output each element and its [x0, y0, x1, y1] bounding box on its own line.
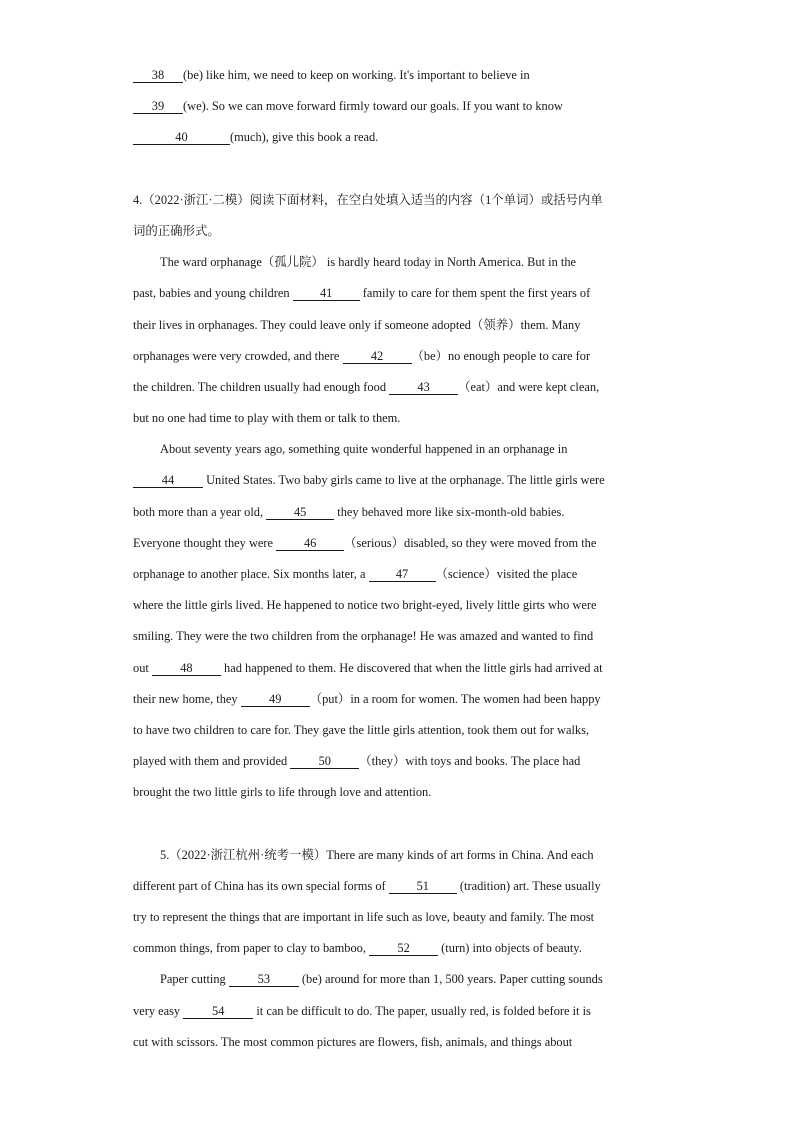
text-line	[133, 341, 661, 372]
text-segment: （science）visited the place	[435, 567, 578, 581]
text-line	[133, 310, 661, 341]
text-segment: their lives in orphanages. They could leave only if someone adopted（领养）them. Many	[133, 317, 581, 332]
text-segment: played with them and provided	[133, 754, 291, 769]
text-segment: （eat）and were kept clean,	[458, 379, 600, 394]
text-segment: Everyone thought they were	[133, 535, 277, 550]
text-segment: 5.（2022·浙江杭州·统考一模）There are many kinds of art forms in China. And each	[160, 847, 594, 862]
text-segment: brought the two little girls to life through love and attention.	[133, 785, 432, 800]
blank-54: 54	[183, 1005, 253, 1019]
text-line	[133, 247, 661, 278]
text-segment: Paper cutting	[160, 972, 229, 987]
text-line	[133, 122, 661, 153]
text-segment: had happened to them. He discovered that when the little girls had arrived at	[220, 660, 603, 675]
text-line	[133, 746, 661, 777]
blank-51: 51	[389, 880, 457, 894]
text-segment: try to represent the things that are important in life such as love, beauty and family. The most	[133, 910, 595, 925]
text-segment: out	[133, 660, 152, 675]
text-segment: their new home, they	[133, 691, 241, 706]
text-segment: cut with scissors. The most common pictures are flowers, fish, animals, and things about	[133, 1034, 573, 1049]
text-segment: The ward orphanage（孤儿院） is hardly heard today in North America. But in the	[160, 255, 577, 270]
blank-39: 39	[133, 100, 183, 114]
blank-41: 41	[293, 287, 360, 301]
text-segment: smiling. They were the two children from the orphanage! He was amazed and wanted to find	[133, 629, 594, 644]
text-line	[133, 871, 661, 902]
text-segment: both more than a year old,	[133, 504, 267, 519]
text-segment: past, babies and young children	[133, 286, 293, 301]
text-segment: （serious）disabled, so they were moved from the	[344, 535, 597, 550]
text-line	[133, 559, 661, 590]
text-segment: orphanages were very crowded, and there	[133, 348, 343, 363]
text-line	[133, 465, 661, 496]
blank-42: 42	[343, 350, 412, 364]
blank-38: 38	[133, 69, 183, 83]
paragraph-gap	[133, 154, 661, 185]
text-line	[133, 653, 661, 684]
text-line	[133, 434, 661, 465]
text-segment: 4.（2022·浙江·二模）阅读下面材料，在空白处填入适当的内容（1个单词）或括号内单	[133, 192, 603, 207]
blank-53: 53	[229, 973, 299, 987]
text-segment: orphanage to another place. Six months later, a	[133, 567, 369, 581]
blank-49: 49	[241, 693, 310, 707]
text-line	[133, 60, 661, 91]
blank-43: 43	[389, 381, 458, 395]
blank-44: 44	[133, 474, 203, 488]
text-line	[133, 684, 661, 715]
text-segment: About seventy years ago, something quite wonderful happened in an orphanage in	[160, 442, 568, 457]
text-line	[133, 933, 661, 964]
text-line	[133, 840, 661, 871]
blank-50: 50	[290, 755, 359, 769]
text-segment: it can be difficult to do. The paper, usually red, is folded before it is	[253, 1003, 591, 1018]
text-segment: the children. The children usually had enough food	[133, 379, 390, 394]
paragraph-gap	[133, 809, 661, 840]
text-segment: 词的正确形式。	[133, 223, 220, 238]
text-line	[133, 777, 661, 808]
text-segment: (much), give this book a read.	[230, 130, 379, 145]
text-line	[133, 497, 661, 528]
text-segment: (tradition) art. These usually	[456, 878, 601, 893]
text-segment: to have two children to care for. They gave the little girls attention, took them out for walks,	[133, 722, 590, 737]
text-segment: (be) around for more than 1, 500 years. Paper cutting sounds	[298, 972, 603, 987]
text-segment: family to care for them spent the first years of	[359, 286, 591, 301]
text-segment: （put）in a room for women. The women had been happy	[309, 691, 601, 706]
question-heading-line	[133, 216, 661, 247]
text-line	[133, 91, 661, 122]
text-segment: (be) like him, we need to keep on working. It's important to believe in	[183, 68, 530, 82]
blank-46: 46	[276, 537, 344, 551]
text-segment: different part of China has its own special forms of	[133, 878, 389, 893]
text-line	[133, 403, 661, 434]
text-segment: （be）no enough people to care for	[411, 348, 591, 363]
blank-47: 47	[369, 568, 436, 582]
text-segment: very easy	[133, 1003, 184, 1018]
text-segment: (turn) into objects of beauty.	[438, 941, 582, 956]
text-line	[133, 621, 661, 652]
text-line	[133, 715, 661, 746]
text-line	[133, 996, 661, 1027]
text-segment: they behaved more like six-month-old babies.	[334, 504, 565, 519]
document-page	[133, 60, 661, 1058]
blank-40: 40	[133, 131, 230, 145]
text-line	[133, 1027, 661, 1058]
text-segment: but no one had time to play with them or talk to them.	[133, 411, 401, 426]
text-segment: where the little girls lived. He happened to notice two bright-eyed, lively little girts who were	[133, 598, 597, 613]
text-segment: （they）with toys and books. The place had	[359, 754, 581, 769]
question-heading-line	[133, 185, 661, 216]
text-line	[133, 278, 661, 309]
text-line	[133, 590, 661, 621]
blank-48: 48	[152, 662, 221, 676]
text-segment: common things, from paper to clay to bamboo,	[133, 941, 370, 956]
text-line	[133, 372, 661, 403]
blank-45: 45	[266, 506, 334, 520]
text-line	[133, 964, 661, 995]
text-segment: (we). So we can move forward firmly toward our goals. If you want to know	[183, 99, 563, 114]
text-line	[133, 528, 661, 559]
blank-52: 52	[369, 942, 438, 956]
text-line	[133, 902, 661, 933]
text-segment: United States. Two baby girls came to live at the orphanage. The little girls were	[203, 473, 605, 488]
